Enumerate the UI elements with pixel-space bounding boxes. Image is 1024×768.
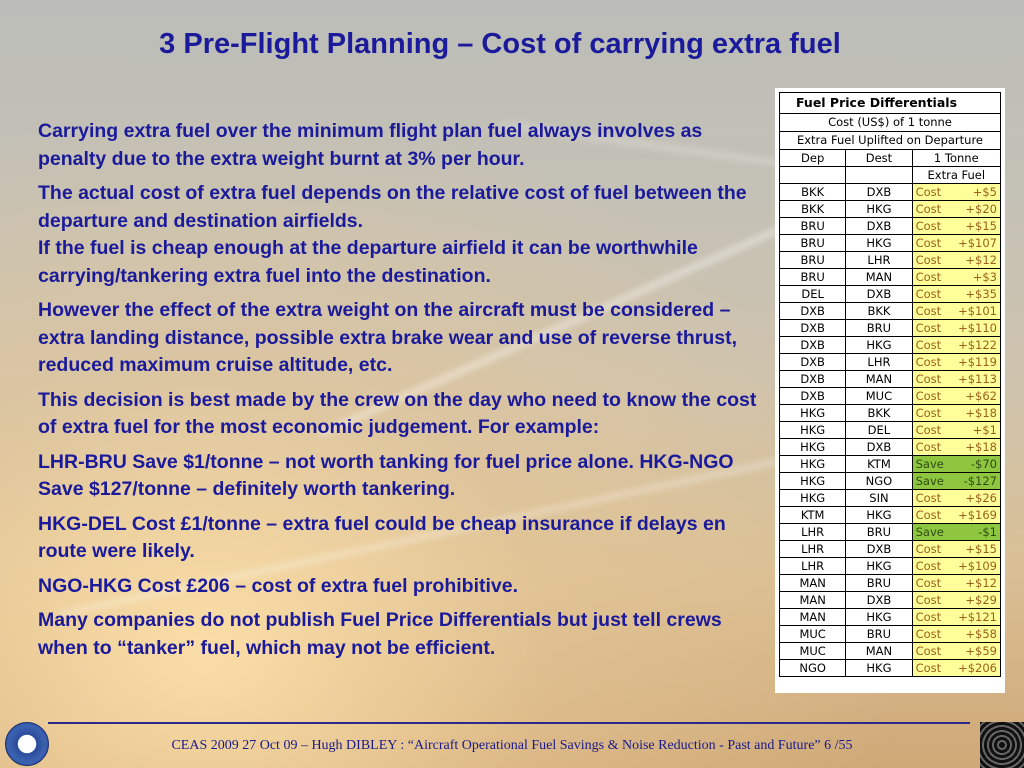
value-cell	[912, 575, 1000, 592]
dep-cell: DXB	[780, 371, 846, 388]
value-cell	[912, 660, 1000, 677]
value-amount: +$29	[965, 593, 997, 607]
table-row	[780, 643, 1001, 660]
dep-cell: KTM	[780, 507, 846, 524]
value-amount: +$5	[972, 185, 997, 199]
value-type: Cost	[915, 661, 942, 675]
paragraph: NGO-HKG Cost £206 – cost of extra fuel prohibitive.	[38, 574, 519, 597]
value-type: Cost	[915, 185, 942, 199]
table-row	[780, 388, 1001, 405]
value-amount: -$70	[970, 457, 997, 471]
table-row	[780, 320, 1001, 337]
dep-cell: BRU	[780, 252, 846, 269]
value-type: Cost	[915, 219, 942, 233]
table-row	[780, 456, 1001, 473]
table-subtitle: Extra Fuel Uplifted on Departure	[780, 132, 1001, 150]
paragraph: However the effect of the extra weight on the aircraft must be considered – extra landing distance, possible extra brake wear and use of reverse thrust, reduced maximum cruise altitude, etc.	[38, 299, 738, 376]
column-header-dest: Dest	[846, 150, 912, 167]
value-cell	[912, 269, 1000, 286]
dep-cell: DXB	[780, 303, 846, 320]
value-cell	[912, 235, 1000, 252]
dep-cell: LHR	[780, 541, 846, 558]
dest-cell: NGO	[846, 473, 912, 490]
dest-cell: BKK	[846, 405, 912, 422]
value-amount: +$101	[958, 304, 997, 318]
value-amount: +$35	[965, 287, 997, 301]
dep-cell: HKG	[780, 473, 846, 490]
dest-cell: BRU	[846, 626, 912, 643]
table-row	[780, 490, 1001, 507]
value-type: Cost	[915, 508, 942, 522]
value-cell	[912, 252, 1000, 269]
dep-cell: HKG	[780, 456, 846, 473]
value-cell	[912, 643, 1000, 660]
column-header-value: Extra Fuel	[912, 167, 1000, 184]
value-amount: +$62	[965, 389, 997, 403]
value-amount: +$121	[958, 610, 997, 624]
value-type: Save	[915, 474, 944, 488]
dep-cell: LHR	[780, 524, 846, 541]
value-amount: +$122	[958, 338, 997, 352]
dep-cell: MUC	[780, 626, 846, 643]
value-amount: +$58	[965, 627, 997, 641]
table-row	[780, 252, 1001, 269]
value-type: Cost	[915, 627, 942, 641]
value-type: Cost	[915, 372, 942, 386]
footer-divider	[48, 722, 970, 724]
value-cell	[912, 337, 1000, 354]
table-row	[780, 218, 1001, 235]
value-type: Cost	[915, 270, 942, 284]
table-row	[780, 354, 1001, 371]
value-type: Cost	[915, 423, 942, 437]
dep-cell: LHR	[780, 558, 846, 575]
value-type: Cost	[915, 593, 942, 607]
table-row	[780, 184, 1001, 201]
dep-cell: MAN	[780, 575, 846, 592]
dest-cell: HKG	[846, 558, 912, 575]
dep-cell: BRU	[780, 218, 846, 235]
column-header-dep-cont	[780, 167, 846, 184]
value-cell	[912, 354, 1000, 371]
body-text	[38, 118, 773, 669]
paragraph: Carrying extra fuel over the minimum flight plan fuel always involves as penalty due to the extra weight burnt at 3% per hour.	[38, 120, 703, 170]
fuel-price-table-panel	[775, 88, 1005, 693]
dep-cell: HKG	[780, 490, 846, 507]
value-type: Cost	[915, 610, 942, 624]
value-cell	[912, 626, 1000, 643]
value-type: Cost	[915, 576, 942, 590]
value-type: Cost	[915, 236, 942, 250]
table-subtitle: Cost (US$) of 1 tonne	[780, 114, 1001, 132]
table-row	[780, 524, 1001, 541]
value-cell	[912, 473, 1000, 490]
value-cell	[912, 507, 1000, 524]
value-type: Cost	[915, 491, 942, 505]
air-and-space-logo-icon	[980, 722, 1024, 768]
dest-cell: BKK	[846, 303, 912, 320]
dest-cell: BRU	[846, 320, 912, 337]
dest-cell: DXB	[846, 439, 912, 456]
value-cell	[912, 541, 1000, 558]
dest-cell: MUC	[846, 388, 912, 405]
dest-cell: HKG	[846, 660, 912, 677]
dest-cell: DXB	[846, 184, 912, 201]
value-amount: +$3	[972, 270, 997, 284]
dest-cell: HKG	[846, 507, 912, 524]
table-row	[780, 575, 1001, 592]
table-row	[780, 609, 1001, 626]
value-type: Cost	[915, 321, 942, 335]
dep-cell: BKK	[780, 184, 846, 201]
paragraph: If the fuel is cheap enough at the departure airfield it can be worthwhile carrying/tankering extra fuel into the destination.	[38, 237, 698, 287]
dep-cell: BRU	[780, 235, 846, 252]
value-amount: +$18	[965, 440, 997, 454]
value-cell	[912, 405, 1000, 422]
value-cell	[912, 592, 1000, 609]
value-type: Save	[915, 457, 944, 471]
value-amount: +$15	[965, 542, 997, 556]
value-type: Cost	[915, 355, 942, 369]
value-cell	[912, 439, 1000, 456]
value-cell	[912, 558, 1000, 575]
paragraph: The actual cost of extra fuel depends on the relative cost of fuel between the departure and destination airfields.	[38, 182, 747, 232]
paragraph: Many companies do not publish Fuel Price Differentials but just tell crews when to “tanker” fuel, which may not be efficient.	[38, 609, 722, 659]
footer-text: CEAS 2009 27 Oct 09 – Hugh DIBLEY : “Aircraft Operational Fuel Savings & Noise Reduction - Past and Future” 6 /55	[171, 738, 853, 753]
value-amount: +$110	[958, 321, 997, 335]
dest-cell: MAN	[846, 269, 912, 286]
value-amount: +$18	[965, 406, 997, 420]
value-amount: +$109	[958, 559, 997, 573]
value-type: Save	[915, 525, 944, 539]
slide-title: 3 Pre-Flight Planning – Cost of carrying extra fuel	[159, 28, 841, 60]
dest-cell: HKG	[846, 201, 912, 218]
value-cell	[912, 371, 1000, 388]
dep-cell: MUC	[780, 643, 846, 660]
dep-cell: DXB	[780, 320, 846, 337]
value-cell	[912, 320, 1000, 337]
table-row	[780, 337, 1001, 354]
value-amount: +$15	[965, 219, 997, 233]
value-cell	[912, 422, 1000, 439]
table-row	[780, 371, 1001, 388]
value-cell	[912, 388, 1000, 405]
value-type: Cost	[915, 338, 942, 352]
value-type: Cost	[915, 644, 942, 658]
table-row	[780, 286, 1001, 303]
value-type: Cost	[915, 559, 942, 573]
table-row	[780, 473, 1001, 490]
dest-cell: SIN	[846, 490, 912, 507]
dep-cell: MAN	[780, 609, 846, 626]
value-type: Cost	[915, 287, 942, 301]
dest-cell: MAN	[846, 643, 912, 660]
dest-cell: HKG	[846, 609, 912, 626]
value-cell	[912, 184, 1000, 201]
value-amount: +$1	[972, 423, 997, 437]
fuel-price-table	[779, 92, 1001, 677]
column-header-dep: Dep	[780, 150, 846, 167]
dest-cell: HKG	[846, 235, 912, 252]
dep-cell: HKG	[780, 405, 846, 422]
value-type: Cost	[915, 253, 942, 267]
value-type: Cost	[915, 202, 942, 216]
dep-cell: MAN	[780, 592, 846, 609]
dep-cell: HKG	[780, 422, 846, 439]
value-amount: -$1	[978, 525, 997, 539]
value-cell	[912, 524, 1000, 541]
column-header-dest-cont	[846, 167, 912, 184]
dest-cell: KTM	[846, 456, 912, 473]
dep-cell: DXB	[780, 388, 846, 405]
value-amount: +$169	[958, 508, 997, 522]
value-cell	[912, 490, 1000, 507]
table-row	[780, 660, 1001, 677]
dep-cell: DEL	[780, 286, 846, 303]
table-row	[780, 558, 1001, 575]
value-cell	[912, 201, 1000, 218]
value-cell	[912, 609, 1000, 626]
dest-cell: HKG	[846, 337, 912, 354]
value-type: Cost	[915, 440, 942, 454]
table-row	[780, 439, 1001, 456]
dest-cell: DXB	[846, 592, 912, 609]
dep-cell: DXB	[780, 354, 846, 371]
value-amount: +$113	[958, 372, 997, 386]
table-row	[780, 235, 1001, 252]
dep-cell: BKK	[780, 201, 846, 218]
value-amount: +$119	[958, 355, 997, 369]
value-amount: -$127	[963, 474, 997, 488]
paragraph: HKG-DEL Cost £1/tonne – extra fuel could be cheap insurance if delays en route were likely.	[38, 512, 726, 562]
table-title: Fuel Price Differentials	[780, 93, 1001, 114]
dest-cell: DXB	[846, 218, 912, 235]
value-amount: +$26	[965, 491, 997, 505]
dep-cell: HKG	[780, 439, 846, 456]
value-amount: +$20	[965, 202, 997, 216]
table-row	[780, 541, 1001, 558]
table-row	[780, 201, 1001, 218]
dest-cell: BRU	[846, 575, 912, 592]
value-amount: +$206	[958, 661, 997, 675]
value-cell	[912, 218, 1000, 235]
dest-cell: BRU	[846, 524, 912, 541]
dest-cell: MAN	[846, 371, 912, 388]
value-amount: +$107	[958, 236, 997, 250]
value-type: Cost	[915, 542, 942, 556]
value-cell	[912, 286, 1000, 303]
value-amount: +$12	[965, 253, 997, 267]
table-row	[780, 303, 1001, 320]
table-row	[780, 405, 1001, 422]
dep-cell: BRU	[780, 269, 846, 286]
table-row	[780, 592, 1001, 609]
value-type: Cost	[915, 304, 942, 318]
value-cell	[912, 303, 1000, 320]
dest-cell: LHR	[846, 354, 912, 371]
dest-cell: DXB	[846, 541, 912, 558]
table-row	[780, 269, 1001, 286]
dep-cell: NGO	[780, 660, 846, 677]
dest-cell: LHR	[846, 252, 912, 269]
dest-cell: DXB	[846, 286, 912, 303]
paragraph: LHR-BRU Save $1/tonne – not worth tanking for fuel price alone. HKG-NGO Save $127/tonne – definitely worth tankering.	[38, 450, 734, 500]
value-amount: +$59	[965, 644, 997, 658]
value-type: Cost	[915, 406, 942, 420]
paragraph: This decision is best made by the crew on the day who need to know the cost of extra fuel for the most economic judgement. For example:	[38, 388, 757, 438]
value-cell	[912, 456, 1000, 473]
dep-cell: DXB	[780, 337, 846, 354]
value-type: Cost	[915, 389, 942, 403]
table-row	[780, 422, 1001, 439]
table-row	[780, 626, 1001, 643]
dest-cell: DEL	[846, 422, 912, 439]
table-row	[780, 507, 1001, 524]
column-header-value: 1 Tonne	[912, 150, 1000, 167]
value-amount: +$12	[965, 576, 997, 590]
